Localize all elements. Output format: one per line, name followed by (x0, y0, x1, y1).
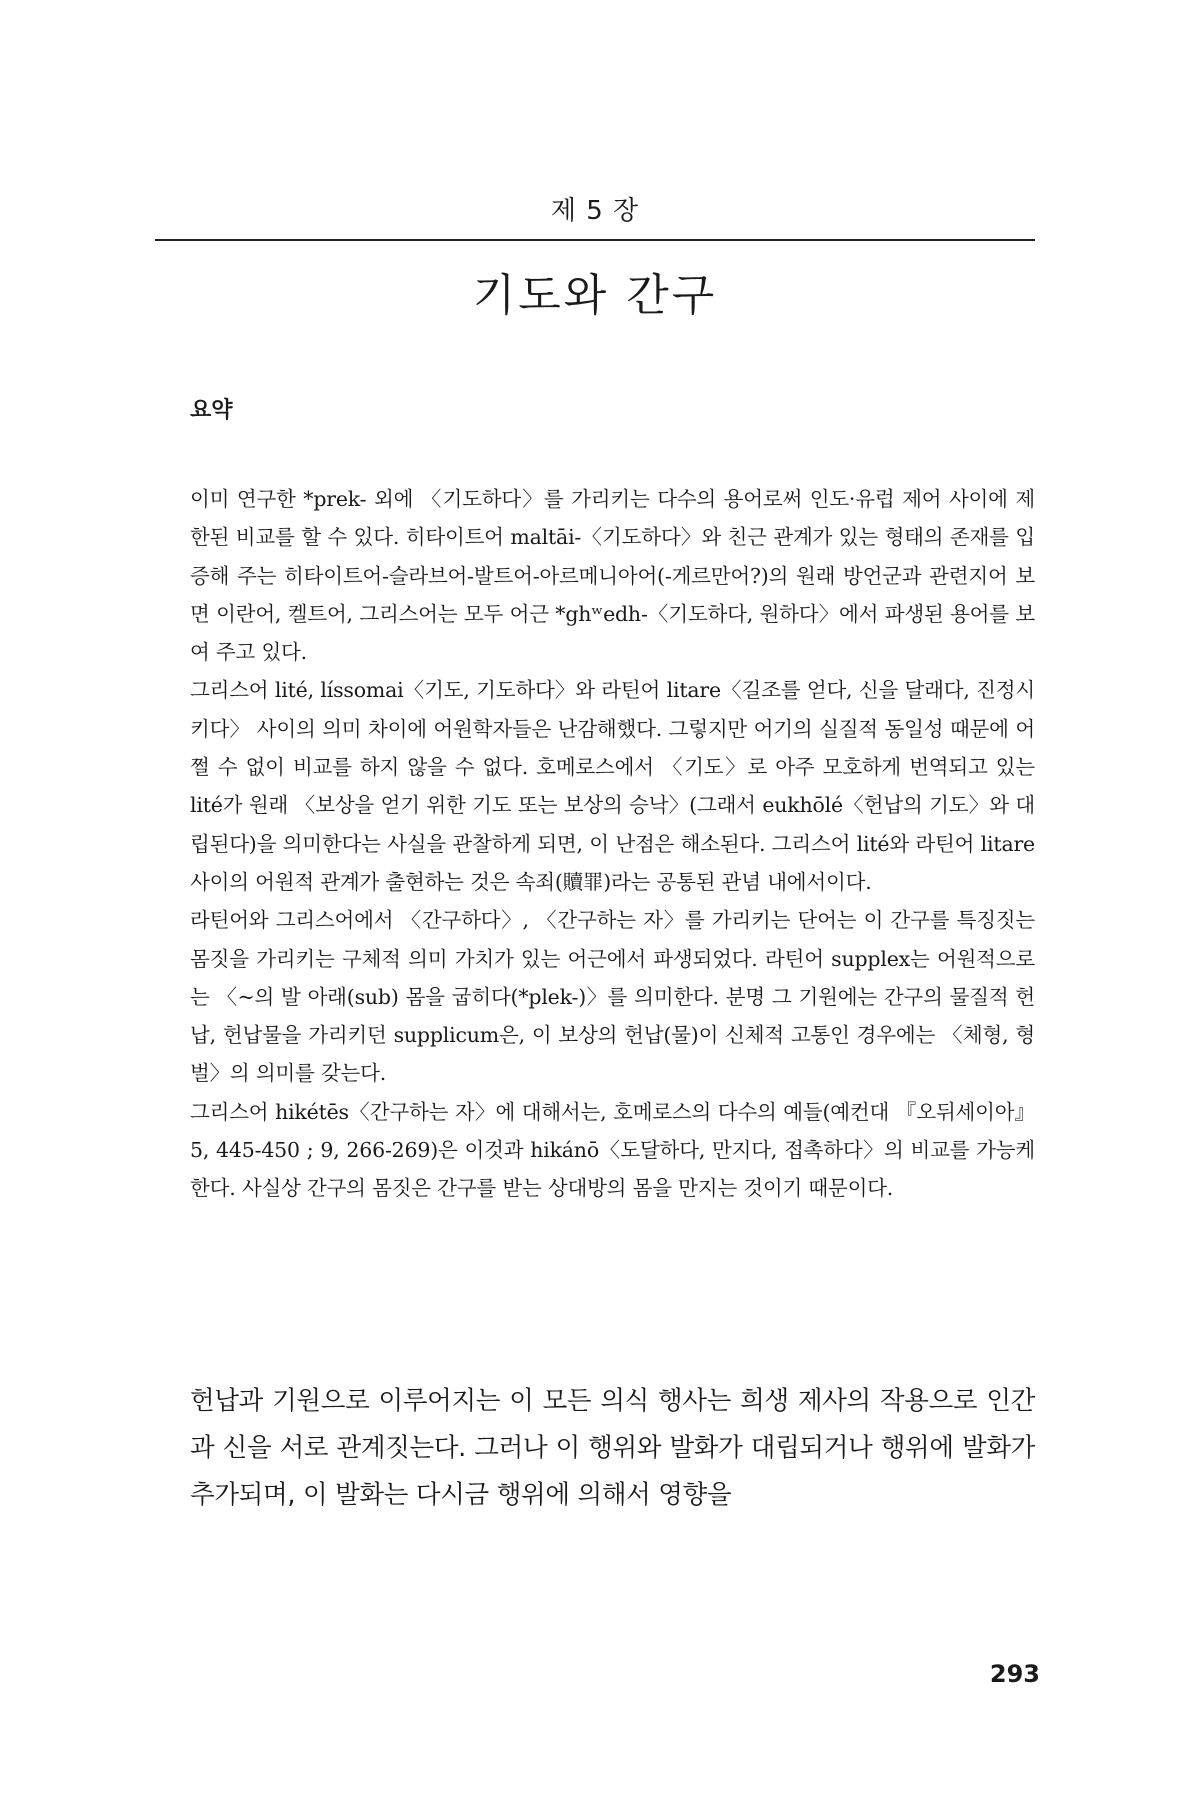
abstract-paragraph: 이미 연구한 *prek- 외에 〈기도하다〉를 가리키는 다수의 용어로써 인도·유럽 제어 사이에 제한된 비교를 할 수 있다. 히타이트어 maltāi-〈기도하다〉와 친근 관계가 있는 형태의 존재를 입증해 주는 히타이트어-슬라브어-발트어-아르메니아어(-게르만어?)의 원래 방언군과 관련지어 보면 이란어, 켈트어, 그리스어는 모두 어근 *ghʷedh-〈기도하다, 원하다〉에서 파생된 용어를 보여 주고 있다. (190, 487, 1035, 665)
chapter-title: 기도와 간구 (472, 270, 718, 321)
abstract-paragraph: 그리스어 hikétēs〈간구하는 자〉에 대해서는, 호메로스의 다수의 예들(예컨대 『오뒤세이아』 5, 445-450 ; 9, 266-269)은 이것과 hikánō〈도달하다, 만지다, 접촉하다〉의 비교를 가능케 한다. 사실상 간구의 몸짓은 간구를 받는 상대방의 몸을 만지는 것이기 때문이다. (190, 1099, 1035, 1201)
page-number: 293 (989, 1660, 1040, 1688)
abstract-paragraph: 그리스어 lité, líssomai〈기도, 기도하다〉와 라틴어 litare〈길조를 얻다, 신을 달래다, 진정시키다〉 사이의 의미 차이에 어원학자들은 난감해했다. 그렇지만 어기의 실질적 동일성 때문에 어쩔 수 없이 비교를 하지 않을 수 없다. 호메로스에서 〈기도〉로 아주 모호하게 번역되고 있는 lité가 원래 〈보상을 얻기 위한 기도 또는 보상의 승낙〉(그래서 eukhōlé〈헌납의 기도〉와 대립된다)을 의미한다는 사실을 관찰하게 되면, 이 난점은 해소된다. 그리스어 lité와 라틴어 litare 사이의 어원적 관계가 출현하는 것은 속죄(贖罪)라는 공통된 관념 내에서이다. (190, 678, 1035, 894)
chapter-divider (155, 239, 1035, 241)
abstract-heading: 요약 (190, 398, 233, 423)
abstract (190, 480, 1035, 1208)
chapter-header (155, 190, 1035, 323)
chapter-label: 제 5 장 (550, 196, 640, 226)
body-paragraph: 헌납과 기원으로 이루어지는 이 모든 의식 행사는 희생 제사의 작용으로 인간과 신을 서로 관계짓는다. 그러나 이 행위와 발화가 대립되거나 행위에 발화가 추가되며, 이 발화는 다시금 행위에 의해서 영향을 (190, 1386, 1035, 1510)
abstract-paragraph: 라틴어와 그리스어에서 〈간구하다〉, 〈간구하는 자〉를 가리키는 단어는 이 간구를 특징짓는 몸짓을 가리키는 구체적 의미 가치가 있는 어근에서 파생되었다. 라틴어 supplex는 어원적으로는 〈~의 발 아래(sub) 몸을 굽히다(*plek-)〉를 의미한다. 분명 그 기원에는 간구의 물질적 헌납, 헌납물을 가리키던 supplicum은, 이 보상의 헌납(물)이 신체적 고통인 경우에는 〈체형, 형벌〉의 의미를 갖는다. (190, 908, 1035, 1086)
